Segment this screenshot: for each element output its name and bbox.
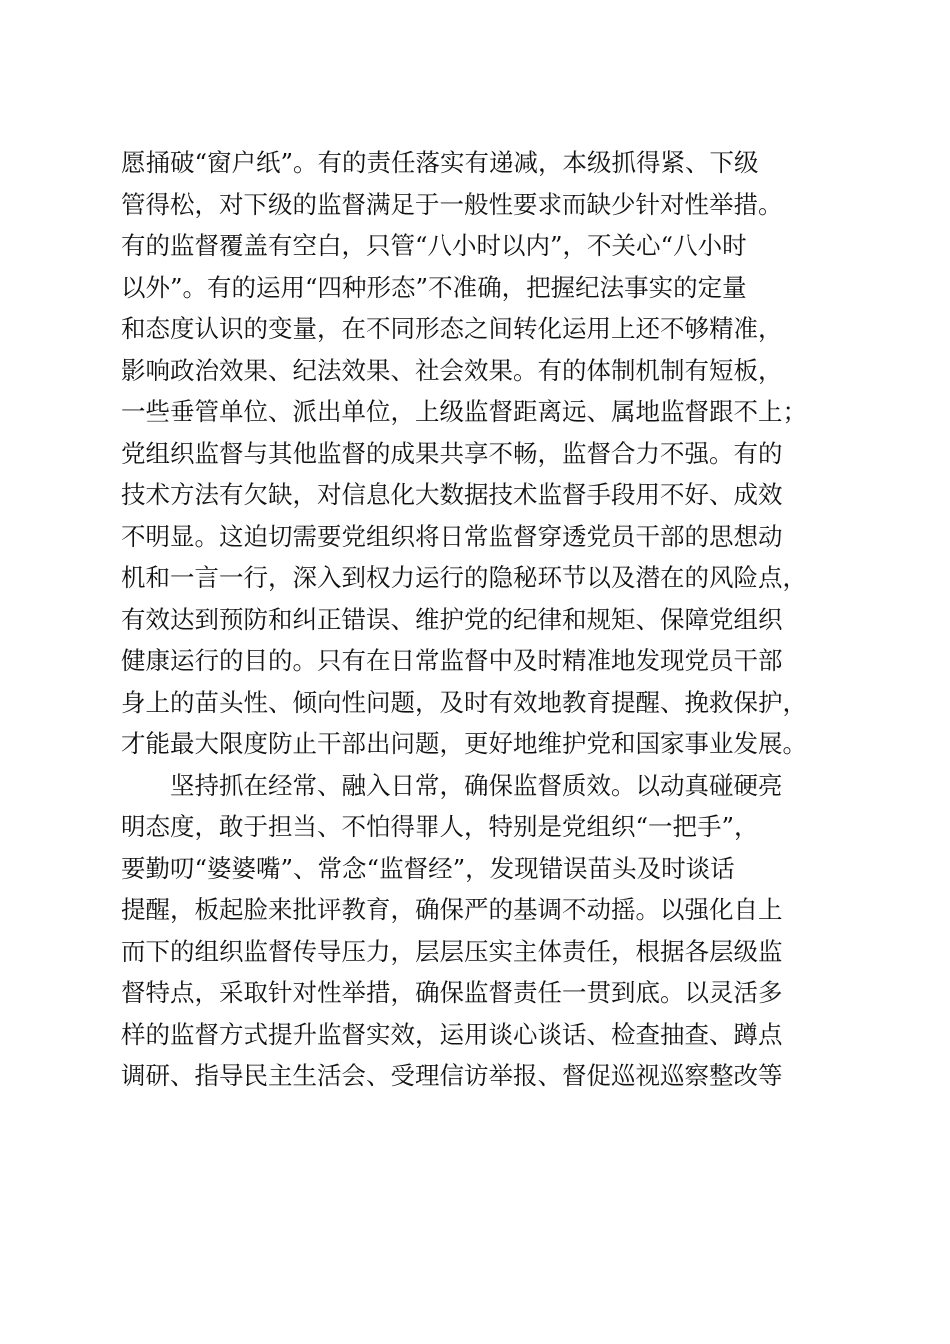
text-line: 而下的组织监督传导压力，层层压实主体责任，根据各层级监: [121, 936, 783, 966]
text-line: 样的监督方式提升监督实效，运用谈心谈话、检查抽查、蹲点: [121, 1019, 783, 1049]
text-line: 提醒，板起脸来批评教育，确保严的基调不动摇。以强化自上: [121, 895, 783, 924]
text-line: 才能最大限度防止干部出问题，更好地维护党和国家事业发展。: [121, 729, 807, 758]
text-line: 要勤叨“婆婆嘴”、常念“监督经”，发现错误苗头及时谈话: [121, 853, 735, 883]
text-line: 党组织监督与其他监督的成果共享不畅，监督合力不强。有的: [121, 438, 783, 468]
text-line: 愿捅破“窗户纸”。有的责任落实有递减，本级抓得紧、下级: [121, 148, 759, 177]
text-line: 影响政治效果、纪法效果、社会效果。有的体制机制有短板，: [121, 355, 783, 385]
text-line: 调研、指导民主生活会、受理信访举报、督促巡视巡察整改等: [121, 1061, 783, 1090]
text-line: 一些垂管单位、派出单位，上级监督距离远、属地监督跟不上；: [121, 397, 807, 426]
text-line: 督特点，采取针对性举措，确保监督责任一贯到底。以灵活多: [121, 978, 783, 1007]
paragraph-first-line: 坚持抓在经常、融入日常，确保监督质效。以动真碰硬亮: [170, 770, 783, 800]
text-line: 有的监督覆盖有空白，只管“八小时以内”，不关心“八小时: [121, 231, 747, 260]
body-text: [121, 142, 831, 1097]
text-line: 机和一言一行，深入到权力运行的隐秘环节以及潜在的风险点，: [121, 563, 807, 592]
text-line: 技术方法有欠缺，对信息化大数据技术监督手段用不好、成效: [121, 480, 783, 509]
text-line: 不明显。这迫切需要党组织将日常监督穿透党员干部的思想动: [121, 521, 783, 551]
text-line: 以外”。有的运用“四种形态”不准确，把握纪法事实的定量: [121, 272, 747, 302]
text-line: 身上的苗头性、倾向性问题，及时有效地教育提醒、挽救保护，: [121, 687, 807, 717]
text-line: 健康运行的目的。只有在日常监督中及时精准地发现党员干部: [121, 646, 783, 675]
text-line: 明态度，敢于担当、不怕得罪人，特别是党组织“一把手”，: [121, 812, 759, 841]
text-line: 有效达到预防和纠正错误、维护党的纪律和规矩、保障党组织: [121, 604, 783, 634]
text-line: 和态度认识的变量，在不同形态之间转化运用上还不够精准，: [121, 314, 783, 343]
text-line: 管得松，对下级的监督满足于一般性要求而缺少针对性举措。: [121, 189, 783, 219]
